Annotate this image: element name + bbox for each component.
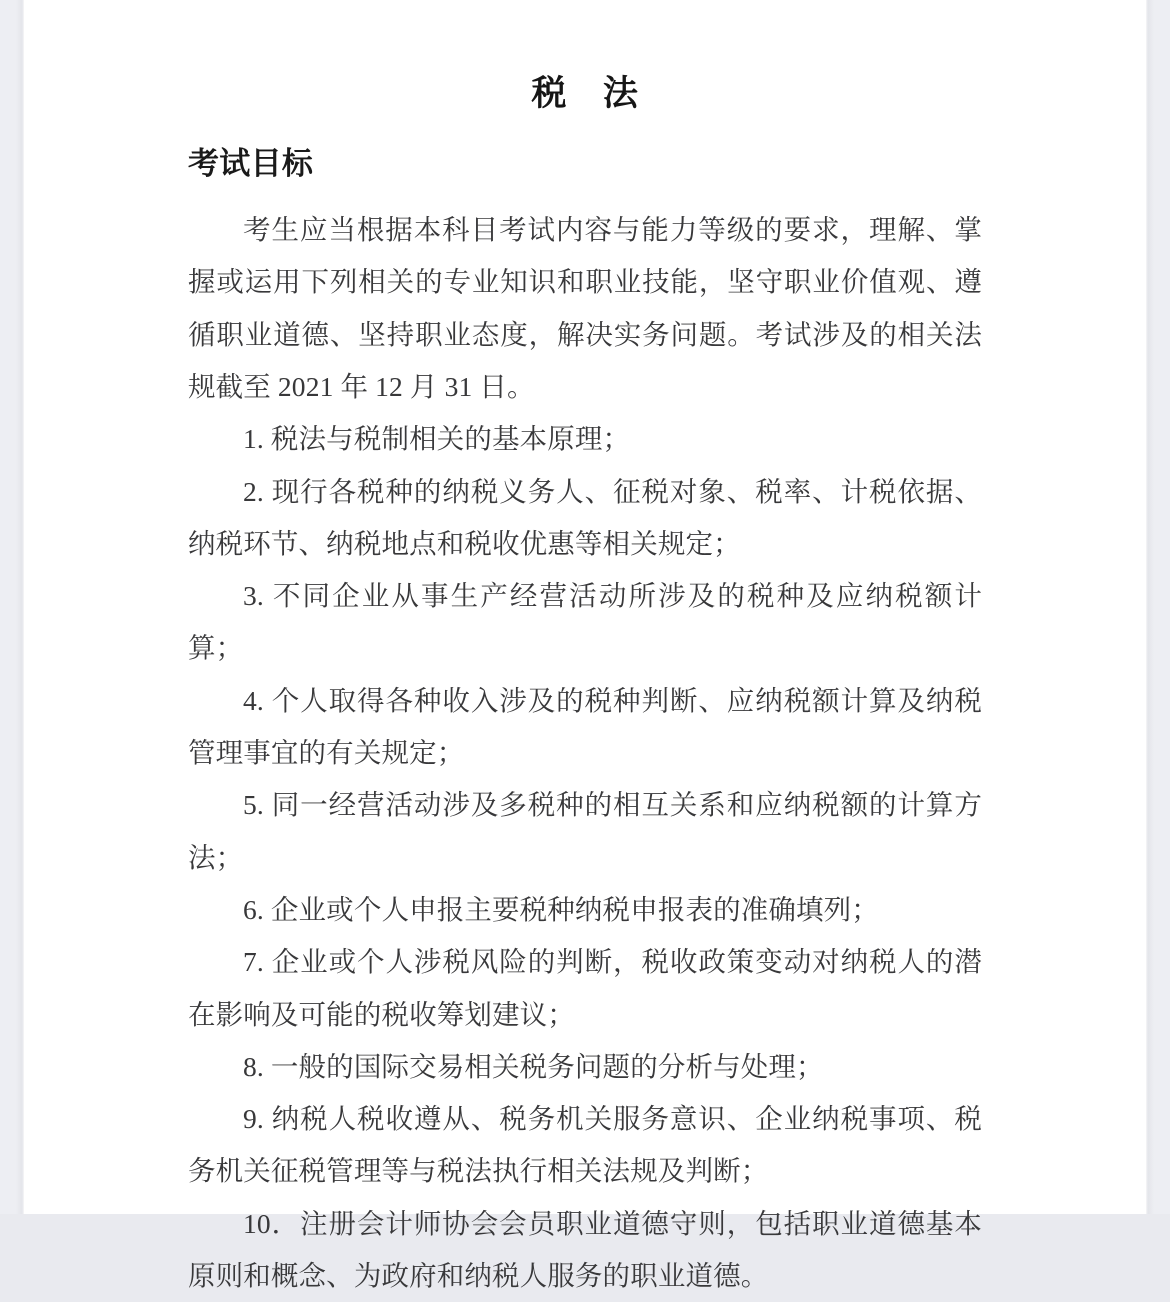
objective-item-9: 9. 纳税人税收遵从、税务机关服务意识、企业纳税事项、税务机关征税管理等与税法执行相关法规及判断； <box>188 1103 982 1187</box>
document-page <box>24 0 1146 1291</box>
intro-paragraph: 考生应当根据本科目考试内容与能力等级的要求，理解、掌握或运用下列相关的专业知识和职业技能，坚守职业价值观、遵循职业道德、坚持职业态度，解决实务问题。考试涉及的相关法规截至 2021 年 12 月 31 日。 <box>188 214 982 402</box>
page-title: 税 法 <box>531 74 639 113</box>
objective-item-10: 10．注册会计师协会会员职业道德守则，包括职业道德基本原则和概念、为政府和纳税人服务的职业道德。 <box>188 1207 982 1291</box>
objective-item-5: 5. 同一经营活动涉及多税种的相互关系和应纳税额的计算方法； <box>188 789 982 873</box>
objectives-body <box>188 184 982 1302</box>
objective-item-4: 4. 个人取得各种收入涉及的税种判断、应纳税额计算及纳税管理事宜的有关规定； <box>188 684 982 769</box>
objective-item-2: 2. 现行各税种的纳税义务人、征税对象、税率、计税依据、纳税环节、纳税地点和税收优惠等相关规定； <box>188 475 982 559</box>
objective-item-1: 1. 税法与税制相关的基本原理； <box>243 423 631 455</box>
page-content <box>188 0 982 1302</box>
objective-item-3: 3. 不同企业从事生产经营活动所涉及的税种及应纳税额计算； <box>188 580 982 664</box>
objective-item-7: 7. 企业或个人涉税风险的判断，税收政策变动对纳税人的潜在影响及可能的税收筹划建议； <box>188 946 982 1030</box>
section-heading-exam-objectives: 考试目标 <box>188 145 314 181</box>
objective-item-6: 6. 企业或个人申报主要税种纳税申报表的准确填列； <box>243 893 879 925</box>
objective-item-8: 8. 一般的国际交易相关税务问题的分析与处理； <box>243 1050 824 1082</box>
